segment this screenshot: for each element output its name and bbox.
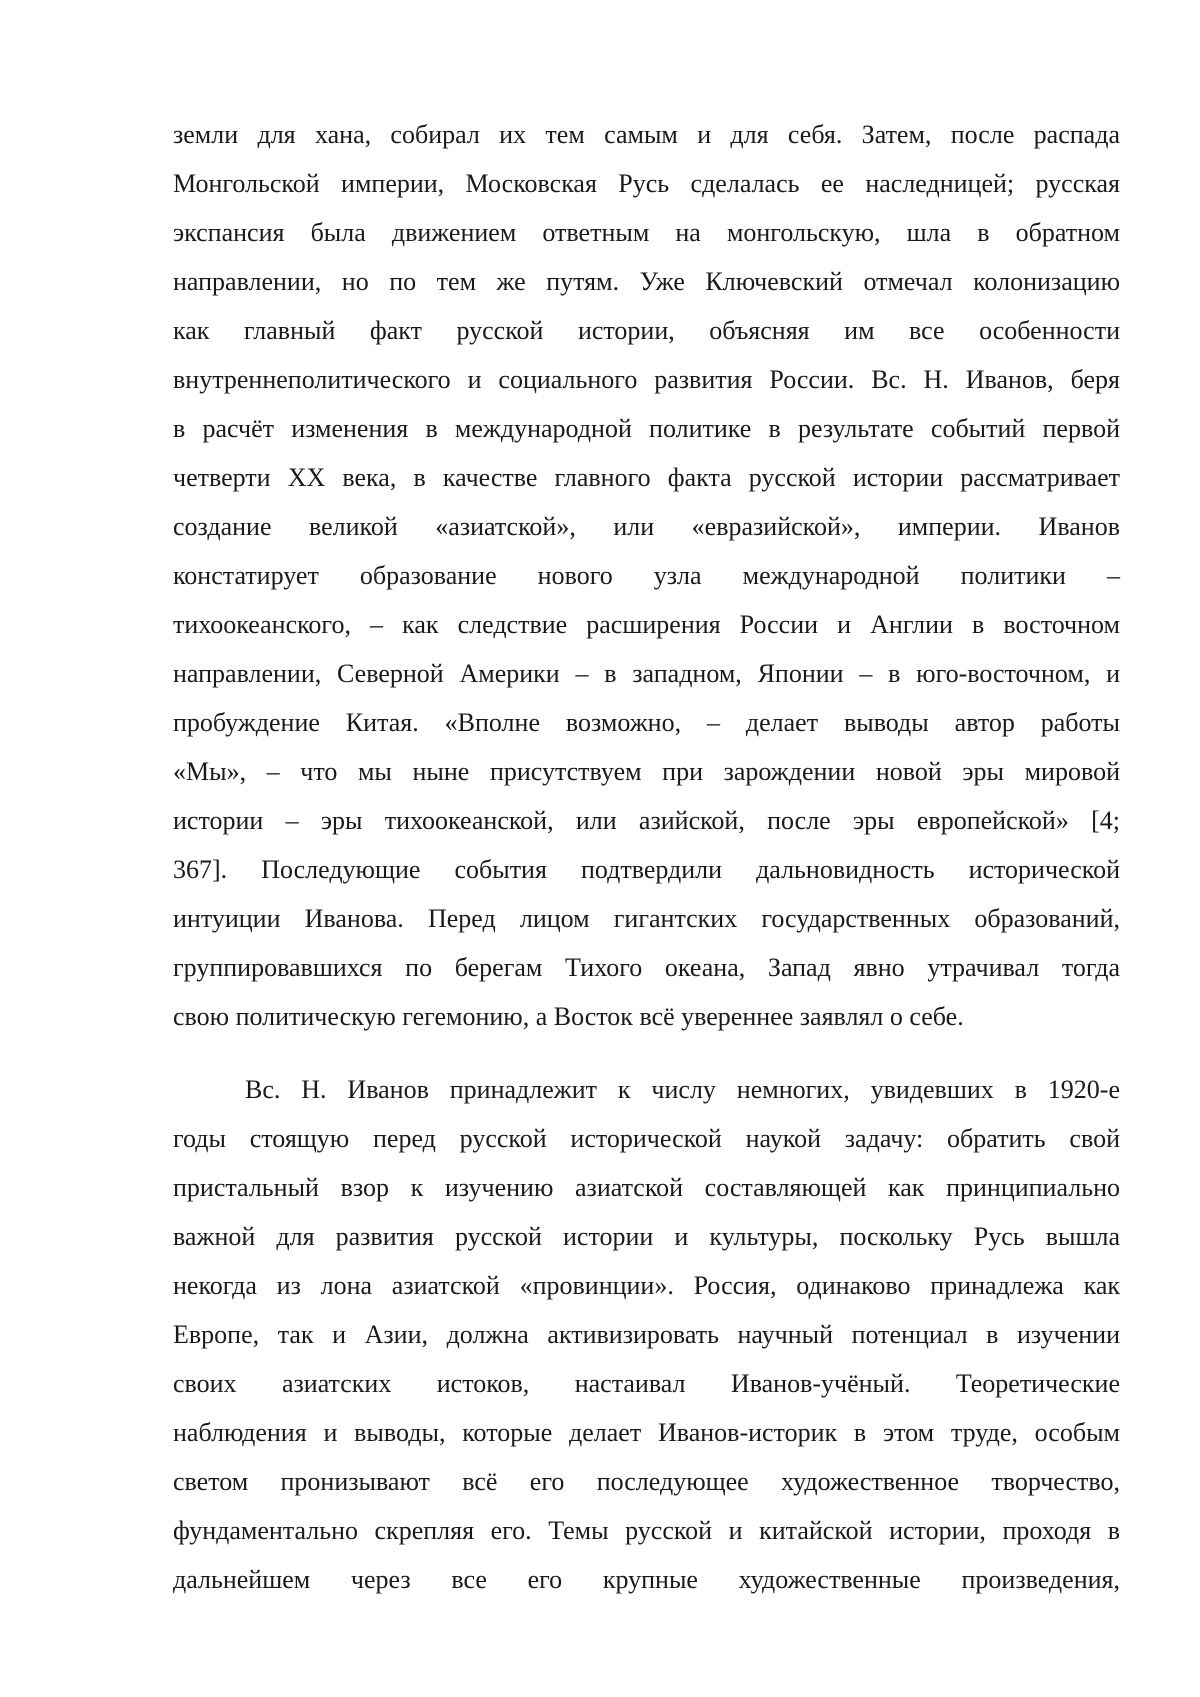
text-line: направлении, но по тем же путям. Уже Ключевский отмечал колонизацию <box>173 267 1120 296</box>
text-line: дальнейшем через все его крупные художественные произведения, <box>173 1565 1120 1594</box>
text-line: внутреннеполитического и социального развития России. Вс. Н. Иванов, беря <box>173 365 1120 394</box>
text-line: Вс. Н. Иванов принадлежит к числу немногих, увидевших в 1920-е <box>245 1075 1120 1104</box>
text-line: как главный факт русской истории, объясняя им все особенности <box>173 316 1120 345</box>
text-line: констатирует образование нового узла международной политики – <box>173 561 1120 590</box>
text-line: в расчёт изменения в международной политике в результате событий первой <box>173 414 1120 443</box>
text-line: Монгольской империи, Московская Русь сделалась ее наследницей; русская <box>173 169 1120 198</box>
text-line: создание великой «азиатской», или «евразийской», империи. Иванов <box>173 512 1120 541</box>
text-line: светом пронизывают всё его последующее художественное творчество, <box>173 1467 1120 1496</box>
paragraph-spacer <box>173 1041 1120 1065</box>
paragraph-2 <box>173 1065 1120 1604</box>
text-line: четверти XX века, в качестве главного факта русской истории рассматривает <box>173 463 1120 492</box>
text-line: пробуждение Китая. «Вполне возможно, – делает выводы автор работы <box>173 708 1120 737</box>
text-line: наблюдения и выводы, которые делает Иванов-историк в этом труде, особым <box>173 1418 1120 1447</box>
text-line: некогда из лона азиатской «провинции». Россия, одинаково принадлежа как <box>173 1271 1120 1300</box>
text-line: тихоокеанского, – как следствие расширения России и Англии в восточном <box>173 610 1120 639</box>
text-line: Европе, так и Азии, должна активизировать научный потенциал в изучении <box>173 1320 1120 1349</box>
text-line: группировавшихся по берегам Тихого океана, Запад явно утрачивал тогда <box>173 953 1120 982</box>
text-line: 367]. Последующие события подтвердили дальновидность исторической <box>173 855 1120 884</box>
paragraph-1 <box>173 110 1120 1041</box>
text-line: своих азиатских истоков, настаивал Иванов-учёный. Теоретические <box>173 1369 1120 1398</box>
text-line: пристальный взор к изучению азиатской составляющей как принципиально <box>173 1173 1120 1202</box>
text-line: годы стоящую перед русской исторической наукой задачу: обратить свой <box>173 1124 1120 1153</box>
text-line: направлении, Северной Америки – в западном, Японии – в юго-восточном, и <box>173 659 1120 688</box>
body-text <box>173 110 1120 1604</box>
text-line: свою политическую гегемонию, а Восток всё увереннее заявлял о себе. <box>173 1002 964 1031</box>
text-line: экспансия была движением ответным на монгольскую, шла в обратном <box>173 218 1120 247</box>
text-line: истории – эры тихоокеанской, или азийской, после эры европейской» [4; <box>173 806 1120 835</box>
text-line: фундаментально скрепляя его. Темы русской и китайской истории, проходя в <box>173 1516 1120 1545</box>
text-line: «Мы», – что мы ныне присутствуем при зарождении новой эры мировой <box>173 757 1120 786</box>
text-line: интуиции Иванова. Перед лицом гигантских государственных образований, <box>173 904 1120 933</box>
text-line: важной для развития русской истории и культуры, поскольку Русь вышла <box>173 1222 1120 1251</box>
text-line: земли для хана, собирал их тем самым и для себя. Затем, после распада <box>173 120 1120 149</box>
